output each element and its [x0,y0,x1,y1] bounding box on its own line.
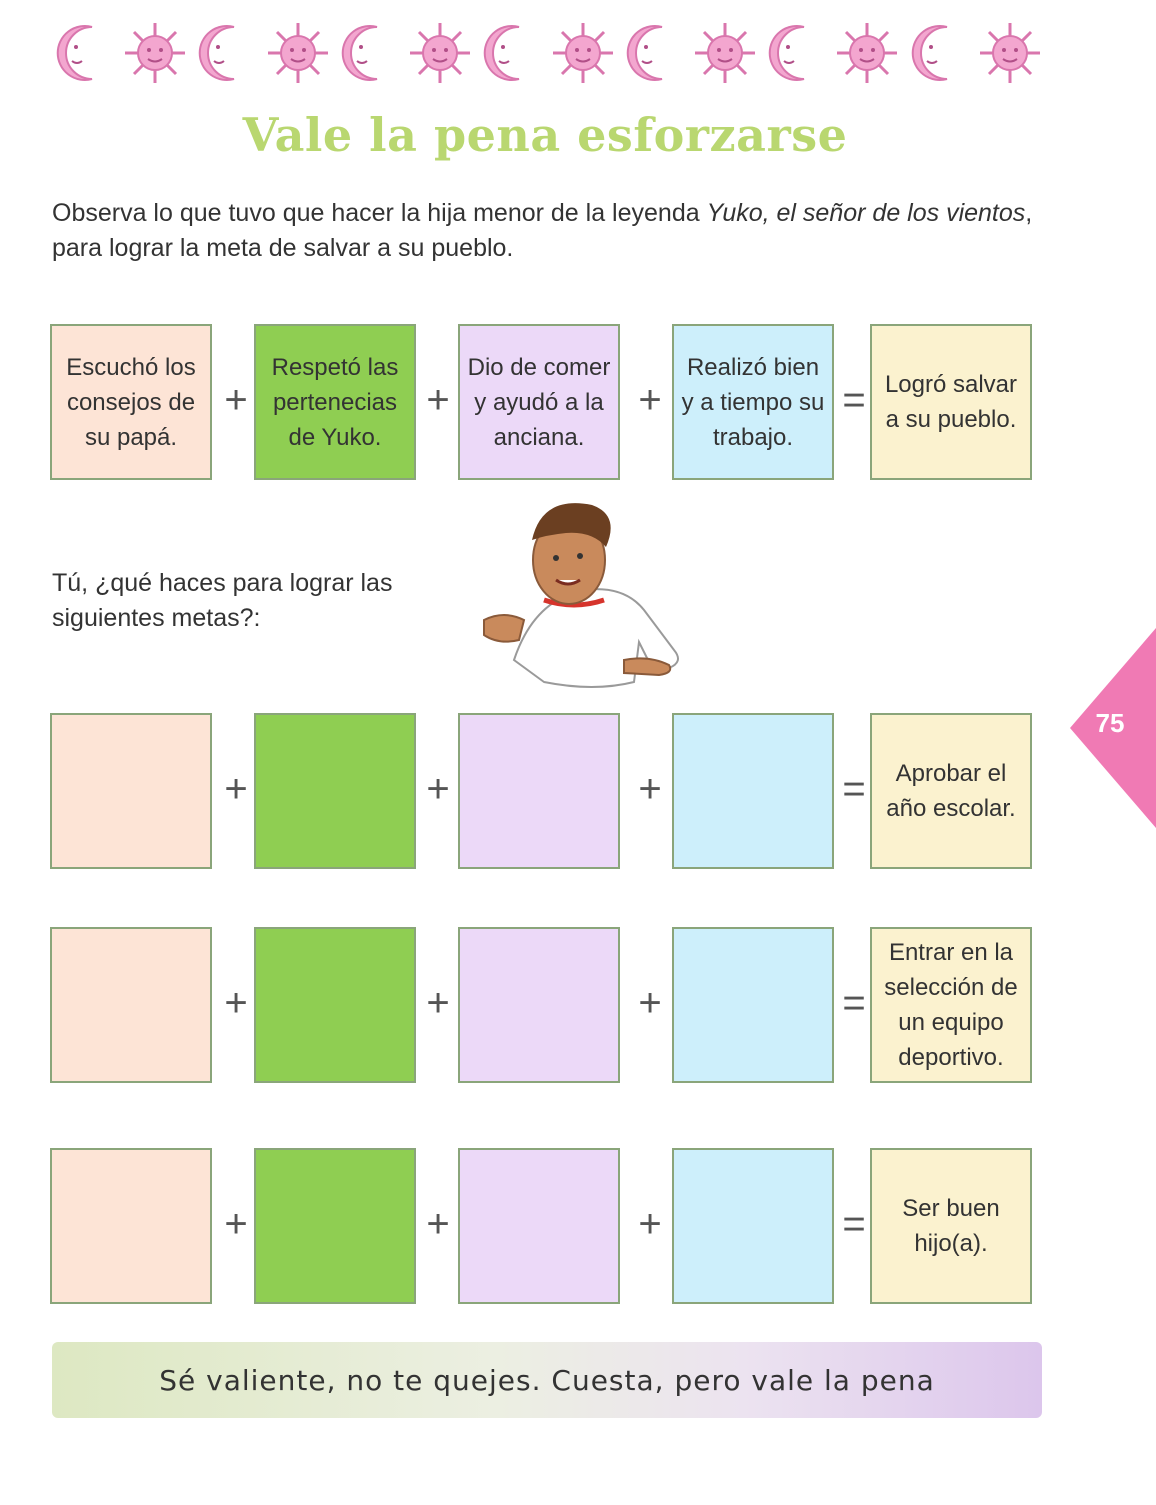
page-title: Vale la pena esforzarse [242,108,848,162]
decorative-border [52,18,1042,88]
answer-box[interactable] [672,927,834,1083]
plus-sign: + [224,378,248,422]
goal-box: Aprobar el año escolar. [870,713,1032,869]
plus-sign: + [426,378,450,422]
intro-part-2: , para lograr la meta de salvar a su pueblo. [52,199,1033,262]
intro-part-1: Observa lo que tuvo que hacer la hija menor de la leyenda [52,199,707,227]
goal-equation-1 [48,713,1038,873]
equals-sign: = [842,378,866,422]
equals-sign: = [842,1202,866,1246]
sun-icon [408,21,472,85]
answer-box[interactable] [50,927,212,1083]
sun-icon [551,21,615,85]
example-equation [48,324,1038,484]
example-step-2: Respetó las pertenecias de Yuko. [254,324,416,480]
plus-sign: + [224,1202,248,1246]
answer-box[interactable] [50,713,212,869]
moon-icon [194,21,258,85]
plus-sign: + [426,981,450,1025]
equals-sign: = [842,767,866,811]
goal-equation-2 [48,927,1038,1087]
example-step-1: Escuchó los consejos de su papá. [50,324,212,480]
moon-icon [337,21,401,85]
plus-sign: + [638,981,662,1025]
example-goal: Logró salvar a su pueblo. [870,324,1032,480]
plus-sign: + [426,1202,450,1246]
answer-box[interactable] [254,927,416,1083]
example-step-3: Dio de comer y ayudó a la anciana. [458,324,620,480]
plus-sign: + [224,981,248,1025]
answer-box[interactable] [458,1148,620,1304]
moon-icon [907,21,971,85]
plus-sign: + [638,1202,662,1246]
equals-sign: = [842,981,866,1025]
example-step-4: Realizó bien y a tiempo su trabajo. [672,324,834,480]
page-number: 75 [1095,708,1125,738]
answer-box[interactable] [672,713,834,869]
plus-sign: + [224,767,248,811]
legend-title: Yuko, el señor de los vientos [706,199,1026,227]
answer-box[interactable] [672,1148,834,1304]
sun-icon [835,21,899,85]
sun-icon [978,21,1042,85]
answer-box[interactable] [254,1148,416,1304]
answer-box[interactable] [458,927,620,1083]
sun-icon [266,21,330,85]
goal-equation-3 [48,1148,1038,1308]
plus-sign: + [638,378,662,422]
motto-banner: Sé valiente, no te quejes. Cuesta, pero vale la pena [52,1342,1042,1418]
moon-icon [764,21,828,85]
question-text: Tú, ¿qué haces para lograr las siguientes metas?: [52,569,393,632]
plus-sign: + [638,767,662,811]
goal-box: Ser buen hijo(a). [870,1148,1032,1304]
intro-text [52,196,1052,266]
answer-box[interactable] [50,1148,212,1304]
moon-icon [622,21,686,85]
moon-icon [479,21,543,85]
answer-box[interactable] [458,713,620,869]
plus-sign: + [426,767,450,811]
goal-box: Entrar en la selección de un equipo deportivo. [870,927,1032,1083]
boy-illustration [474,500,684,700]
moon-icon [52,21,116,85]
sun-icon [123,21,187,85]
answer-box[interactable] [254,713,416,869]
sun-icon [693,21,757,85]
